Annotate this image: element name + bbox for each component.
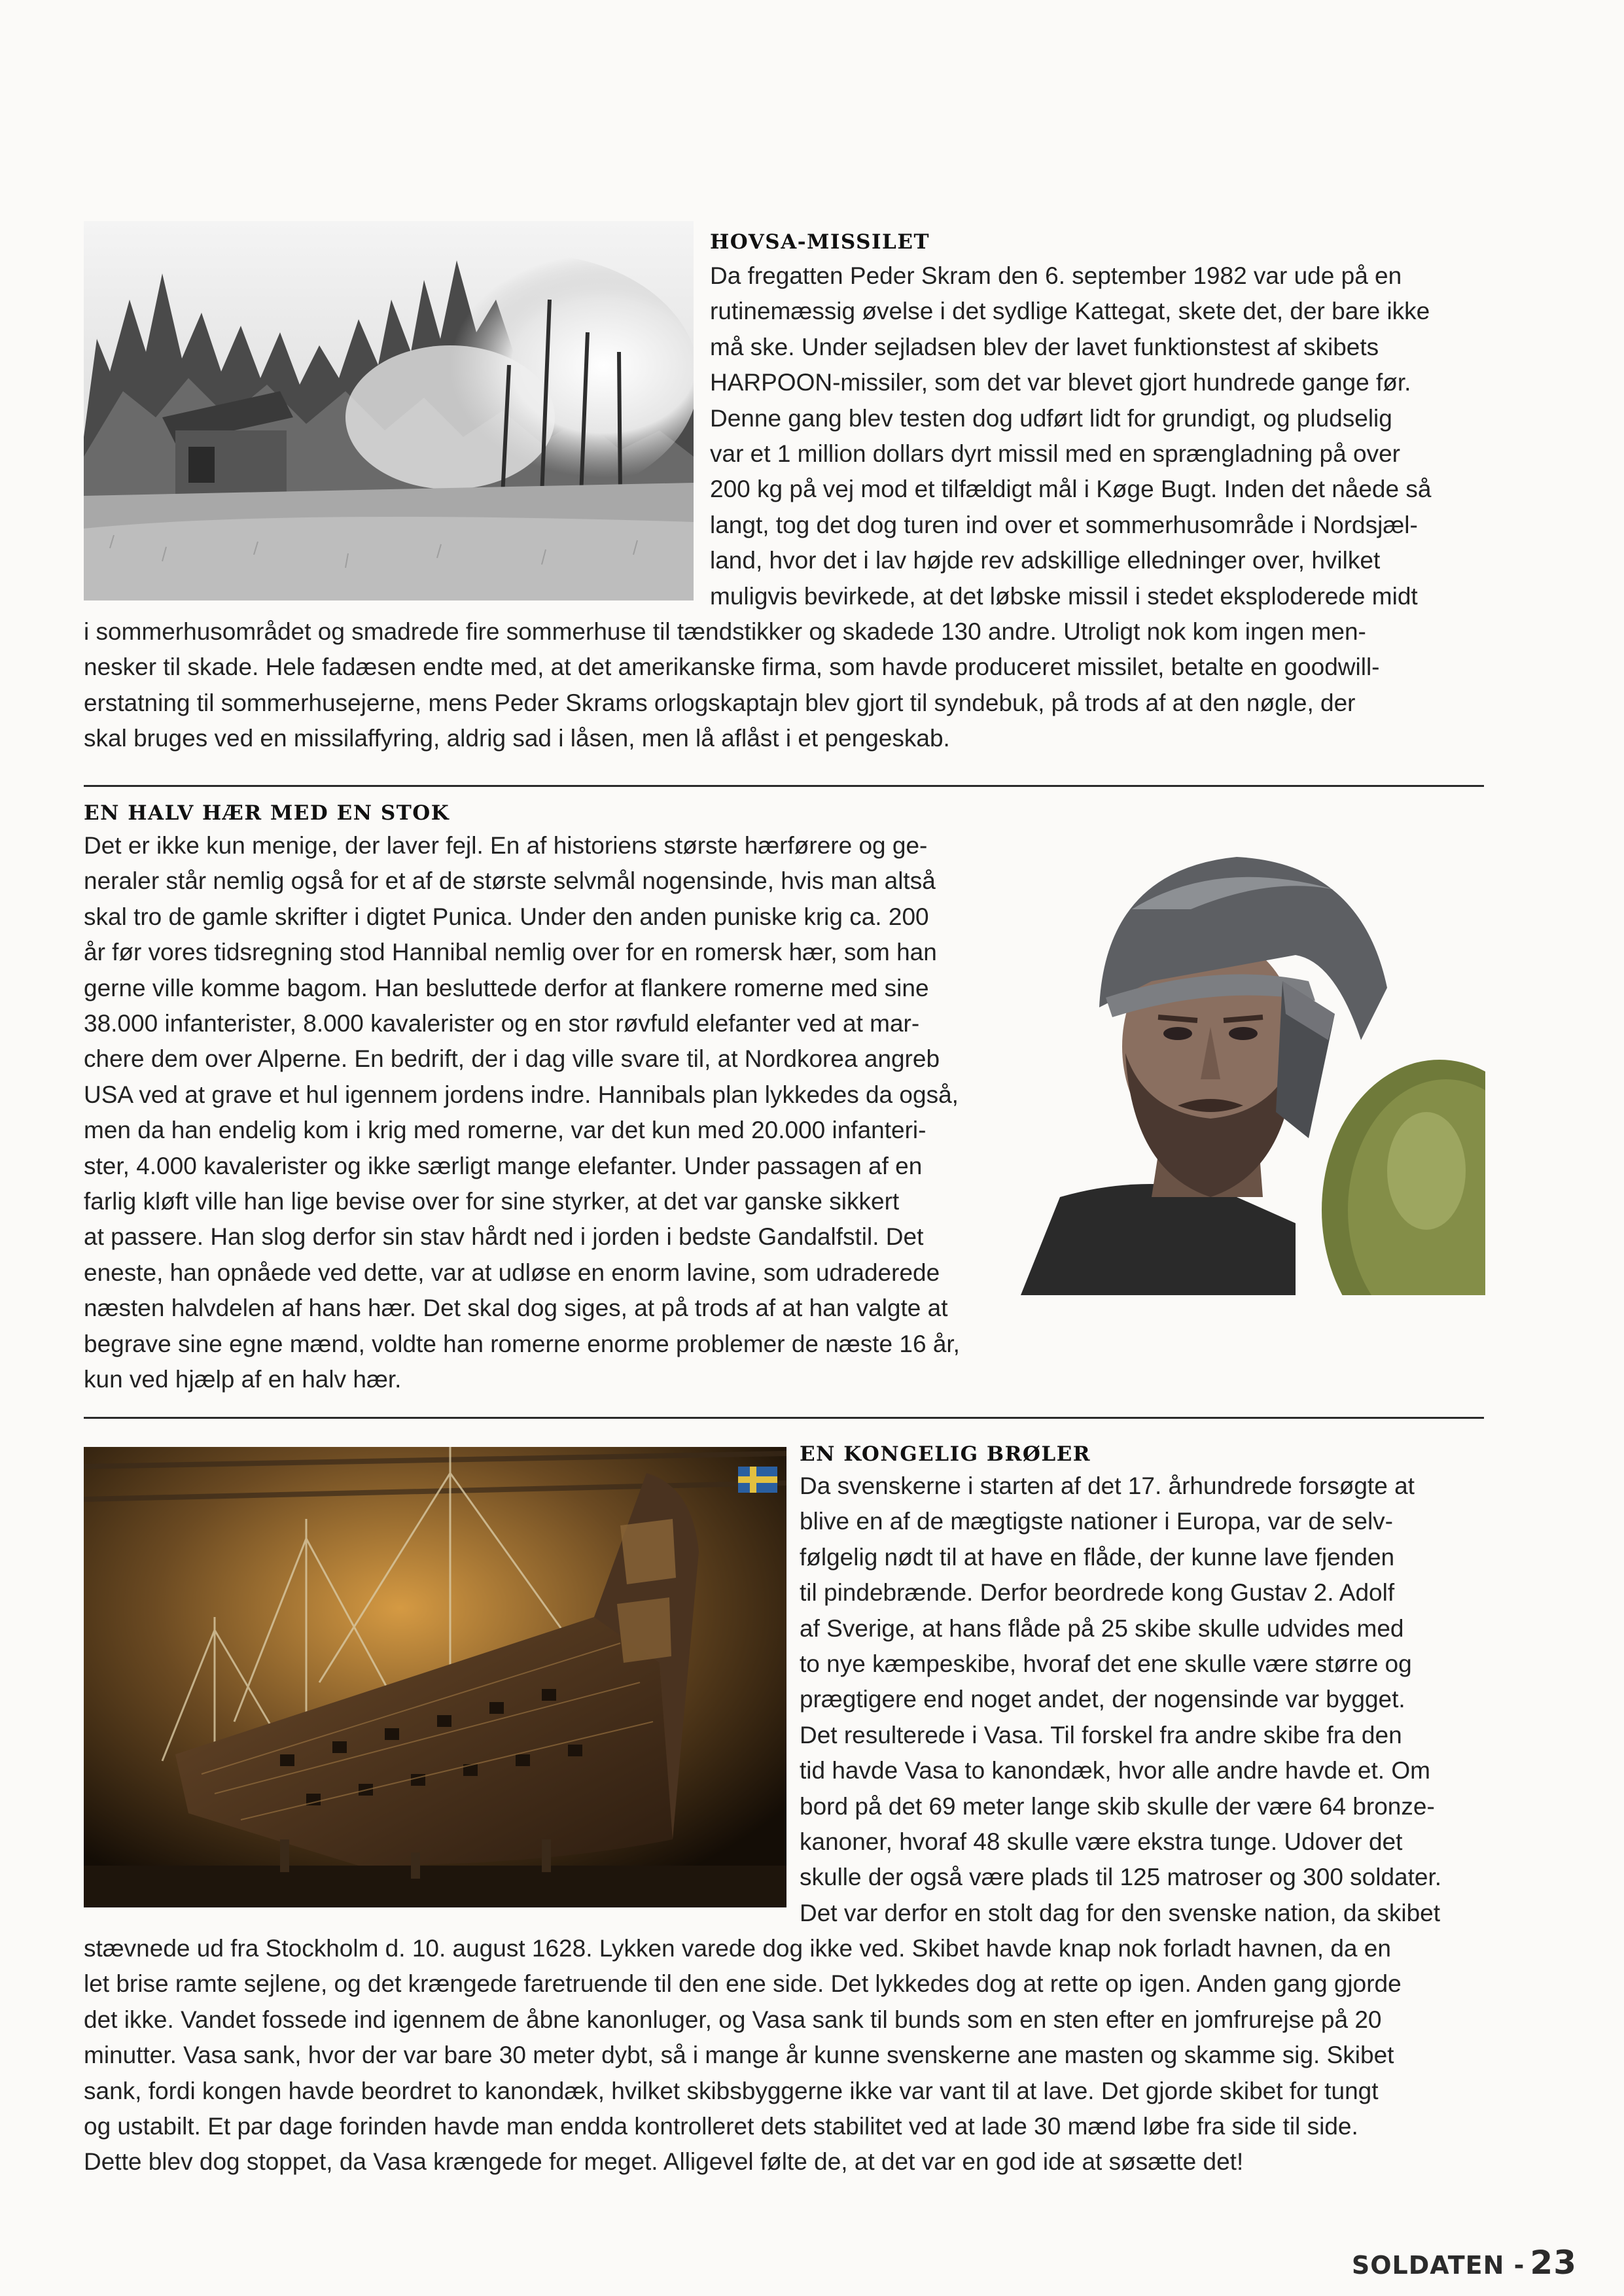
text-line: minutter. Vasa sank, hvor der var bare 30 meter dybt, så i mange år kunne svenskerne ane masten og skamme sig. Skibet [84, 2042, 1394, 2069]
text-line: sank, fordi kongen havde beordret to kanondæk, hvilket skibsbyggerne ikke var vant til at lave. Det gjorde skibet for tungt [84, 2077, 1379, 2104]
text-line: to nye kæmpeskibe, hvoraf det ene skulle være større og [800, 1650, 1412, 1678]
article-text-side [710, 258, 1482, 614]
missile-explosion-photo [84, 221, 694, 600]
text-line: muligvis bevirkede, at det løbske missil i stedet eksploderede midt [710, 582, 1418, 610]
vasa-ship-photo [84, 1447, 786, 1907]
text-line: Det resulterede i Vasa. Til forskel fra andre skibe fra den [800, 1721, 1402, 1748]
text-line: næsten halvdelen af hans hær. Det skal dog siges, at på trods af at han valgte at [84, 1295, 948, 1322]
text-line: skal bruges ved en missilaffyring, aldrig sad i låsen, men lå aflåst i et pengeskab. [84, 725, 950, 752]
text-line: skal tro de gamle skrifter i digtet Punica. Under den anden puniske krig ca. 200 [84, 903, 929, 930]
text-line: let brise ramte sejlene, og det krængede faretruende til den ene side. Det lykkedes dog at rette op igen. Anden gang gjorde [84, 1970, 1402, 1998]
article-heading: EN HALV HÆR MED EN STOK [84, 801, 450, 825]
text-line: bord på det 69 meter lange skib skulle der være 64 bronze- [800, 1792, 1435, 1820]
magazine-name: SOLDATEN - [1351, 2251, 1525, 2280]
text-line: af Sverige, at hans flåde på 25 skibe skulle udvides med [800, 1614, 1404, 1642]
text-line: rutinemæssig øvelse i det sydlige Kattegat, skete det, der bare ikke [710, 298, 1430, 325]
section-divider [84, 785, 1484, 787]
article-text-full [84, 1931, 1484, 2180]
text-line: var et 1 million dollars dyrt missil med en sprængladning på over [710, 440, 1400, 468]
article-text-side [800, 1469, 1487, 1931]
text-line: til pindebrænde. Derfor beordrede kong Gustav 2. Adolf [800, 1579, 1395, 1607]
text-line: prægtigere end noget andet, der nogensinde var bygget. [800, 1686, 1405, 1713]
text-line: tid havde Vasa to kanondæk, hvor alle andre havde et. Om [800, 1757, 1430, 1784]
text-line: erstatning til sommerhusejerne, mens Peder Skrams orlogskaptajn blev gjort til syndebuk, på trods af at den nøgle, der [84, 689, 1356, 716]
article-text-side [84, 828, 1019, 1398]
article-text-full [84, 614, 1484, 757]
text-line: HARPOON-missiler, som det var blevet gjort hundrede gange før. [710, 369, 1411, 396]
text-line: år før vores tidsregning stod Hannibal nemlig over for en romersk hær, som han [84, 939, 937, 966]
text-line: USA ved at grave et hul igennem jordens indre. Hannibals plan lykkedes da også, [84, 1081, 959, 1108]
text-line: kun ved hjælp af en halv hær. [84, 1366, 402, 1393]
section-divider [84, 1417, 1484, 1419]
text-line: kanoner, hvoraf 48 skulle være ekstra tunge. Udover det [800, 1828, 1403, 1856]
text-line: nesker til skade. Hele fadæsen endte med, at det amerikanske firma, som havde produceret missilet, betalte en goodwill- [84, 653, 1380, 681]
text-line: begrave sine egne mænd, voldte han romerne enorme problemer de næste 16 år, [84, 1330, 960, 1357]
text-line: men da han endelig kom i krig med romerne, var det kun med 20.000 infanteri- [84, 1117, 927, 1144]
text-line: Da svenskerne i starten af det 17. århundrede forsøgte at [800, 1472, 1415, 1499]
text-line: Det var derfor en stolt dag for den svenske nation, da skibet [800, 1899, 1441, 1926]
text-line: Dette blev dog stoppet, da Vasa krængede for meget. Alligevel følte de, at det var en god ide at søsætte det! [84, 2148, 1244, 2176]
text-line: eneste, han opnåede ved dette, var at udløse en enorm lavine, som udraderede [84, 1259, 940, 1286]
text-line: land, hvor det i lav højde rev adskillige elledninger over, hvilket [710, 547, 1381, 574]
text-line: Da fregatten Peder Skram den 6. september 1982 var ude på en [710, 262, 1402, 289]
text-line: stævnede ud fra Stockholm d. 10. august 1628. Lykken varede dog ikke ved. Skibet havde knap nok forladt havnen, da en [84, 1935, 1391, 1962]
article-heading: EN KONGELIG BRØLER [800, 1442, 1091, 1466]
text-line: chere dem over Alperne. En bedrift, der i dag ville svare til, at Nordkorea angreb [84, 1045, 940, 1073]
text-line: følgelig nødt til at have en flåde, der kunne lave fjenden [800, 1543, 1395, 1571]
article-heading: HOVSA-MISSILET [710, 230, 930, 254]
text-line: farlig kløft ville han lige bevise over for sine styrker, at det var ganske sikkert [84, 1188, 900, 1215]
page-footer [1352, 2244, 1577, 2282]
hannibal-portrait [1021, 831, 1485, 1295]
text-line: at passere. Han slog derfor sin stav hårdt ned i jorden i bedste Gandalfstil. Det [84, 1223, 924, 1251]
text-line: 200 kg på vej mod et tilfældigt mål i Køge Bugt. Inden det nåede så [710, 476, 1432, 503]
text-line: langt, tog det dog turen ind over et sommerhusområde i Nordsjæl- [710, 511, 1418, 538]
text-line: Denne gang blev testen dog udført lidt for grundigt, og pludselig [710, 404, 1392, 432]
text-line: skulle der også være plads til 125 matroser og 300 soldater. [800, 1864, 1442, 1891]
text-line: 38.000 infanterister, 8.000 kavalerister og en stor røvfuld elefanter ved at mar- [84, 1010, 920, 1037]
text-line: gerne ville komme bagom. Han besluttede derfor at flankere romerne med sine [84, 974, 929, 1001]
text-line: neraler står nemlig også for et af de største selvmål nogensinde, hvis man altså [84, 867, 936, 895]
text-line: ster, 4.000 kavalerister og ikke særligt mange elefanter. Under passagen af en [84, 1152, 923, 1179]
text-line: i sommerhusområdet og smadrede fire sommerhuse til tændstikker og skadede 130 andre. Utroligt nok kom ingen men- [84, 618, 1366, 645]
text-line: Det er ikke kun menige, der laver fejl. En af historiens største hærførere og ge- [84, 832, 928, 859]
text-line: det ikke. Vandet fossede ind igennem de åbne kanonluger, og Vasa sank til bunds som en sten efter en jomfrurejse på 20 [84, 2006, 1382, 2033]
page-number: 23 [1530, 2244, 1577, 2282]
text-line: blive en af de mægtigste nationer i Europa, var de selv- [800, 1508, 1393, 1535]
text-line: og ustabilt. Et par dage forinden havde man endda kontrolleret dets stabilitet ved at lade 30 mænd løbe fra side til side. [84, 2113, 1358, 2140]
text-line: må ske. Under sejladsen blev der lavet funktionstest af skibets [710, 333, 1379, 360]
